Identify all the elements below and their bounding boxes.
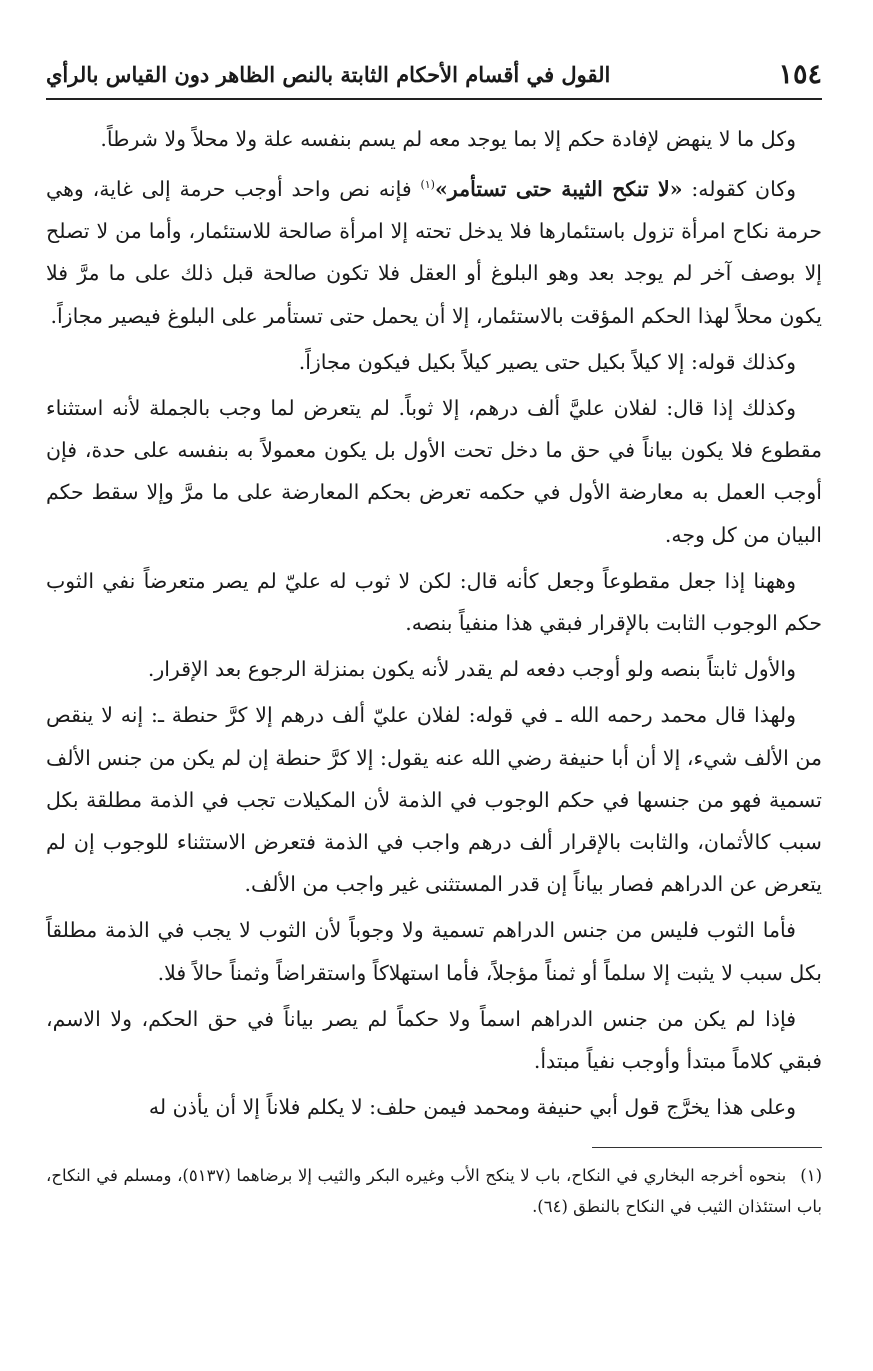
paragraph: فأما الثوب فليس من جنس الدراهم تسمية ولا وجوباً لأن الثوب لا يجب في الذمة مطلقاً بكل سبب لا يثبت إلا سلماً أو ثمناً مؤجلاً، فأما استهلاكاً واستقراضاً وثمناً حالاً فلا. xyxy=(46,918,822,985)
paragraph: ولهذا قال محمد رحمه الله ـ في قوله: لفلان عليّ ألف درهم إلا كرَّ حنطة ـ: إنه لا ينقص من الألف شيء، إلا أن أبا حنيفة رضي الله عنه يقول: إلا كرَّ حنطة إن لم يكن من جنس الألف تسمية فهو من جنسها في حكم الوجوب في الذمة لأن المكيلات تجب في الذمة مطلقة بكل سبب كالأثمان، والثابت بالإقرار ألف درهم واجب في الذمة فتعرض الاستثناء للوجوب إن لم يتعرض عن الدراهم فصار بياناً إن قدر المستثنى غير واجب من الألف. xyxy=(46,703,822,897)
footnote-ref: (١) xyxy=(420,178,435,192)
running-header xyxy=(46,50,822,100)
paragraph: والأول ثابتاً بنصه ولو أوجب دفعه لم يقدر لأنه يكون بمنزلة الرجوع بعد الإقرار. xyxy=(147,657,796,682)
paragraph: وعلى هذا يخرَّج قول أبي حنيفة ومحمد فيمن حلف: لا يكلم فلاناً إلا أن يأذن له xyxy=(148,1095,796,1120)
hadith-quote: «لا تنكح الثيبة حتى تستأمر» xyxy=(434,177,683,202)
paragraph: وكذلك إذا قال: لفلان عليَّ ألف درهم، إلا ثوباً. لم يتعرض لما وجب بالجملة لأنه استثناء مقطوع فلا يكون بياناً في حق ما دخل تحت الأول بل يكون معمولاً به بنفسه على حدة، فإن أوجب العمل به معارضة الأول في حكمه تعرض بحكم المعارضة على ما مرَّ وإلا سقط حكم البيان من كل وجه. xyxy=(46,396,822,547)
footnote-divider xyxy=(592,1147,822,1148)
body-text xyxy=(46,118,822,1129)
paragraph: فإذا لم يكن من جنس الدراهم اسماً ولا حكماً لم يصر بياناً في حق الحكم، ولا الاسم، فبقي كلاماً مبتدأ وأوجب نفياً مبتدأ. xyxy=(46,1006,822,1074)
footnote-text: بنحوه أخرجه البخاري في النكاح، باب لا ينكح الأب وغيره البكر والثيب إلا برضاهما (٥١٣٧)، ومسلم في النكاح، باب استئذان الثيب في النكاح بالنطق (٦٤). xyxy=(46,1165,822,1216)
paragraph: وكان كقوله: «لا تنكح الثيبة حتى تستأمر»$^{(١)}$ فإنه نص واحد أوجب حرمة إلى غاية، وهي حرمة نكاح امرأة تزول باستئمارها فلا يدخل تحته إلا امرأة صالحة للاستئمار، وأما من لا تصلح إلا بوصف آخر لم يوجد بعد وهو البلوغ أو العقل فلا تكون صالحة قبل ذلك على ما مرَّ فلا يكون محلاً لهذا الحكم المؤقت بالاستئمار، إلا أن يحمل حتى تستأمر على البلوغ فيصير مجازاً. xyxy=(46,177,822,328)
page-number: ١٥٤ xyxy=(778,58,822,90)
paragraph: وكل ما لا ينهض لإفادة حكم إلا بما يوجد معه لم يسم بنفسه علة ولا محلاً ولا شرطاً. xyxy=(100,127,796,151)
paragraph: وههنا إذا جعل مقطوعاً وجعل كأنه قال: لكن لا ثوب له عليّ لم يصر متعرضاً نفي الثوب حكم الوجوب الثابت بالإقرار فبقي هذا منفياً بنصه. xyxy=(46,568,822,636)
running-title: القول في أقسام الأحكام الثابتة بالنص الظاهر دون القياس بالرأي xyxy=(46,61,611,87)
paragraph: وكذلك قوله: إلا كيلاً بكيل حتى يصير كيلاً بكيل فيكون مجازاً. xyxy=(298,349,796,374)
footnote-label: (١) xyxy=(800,1165,822,1185)
book-page xyxy=(46,50,822,1350)
footnote xyxy=(46,1160,822,1222)
